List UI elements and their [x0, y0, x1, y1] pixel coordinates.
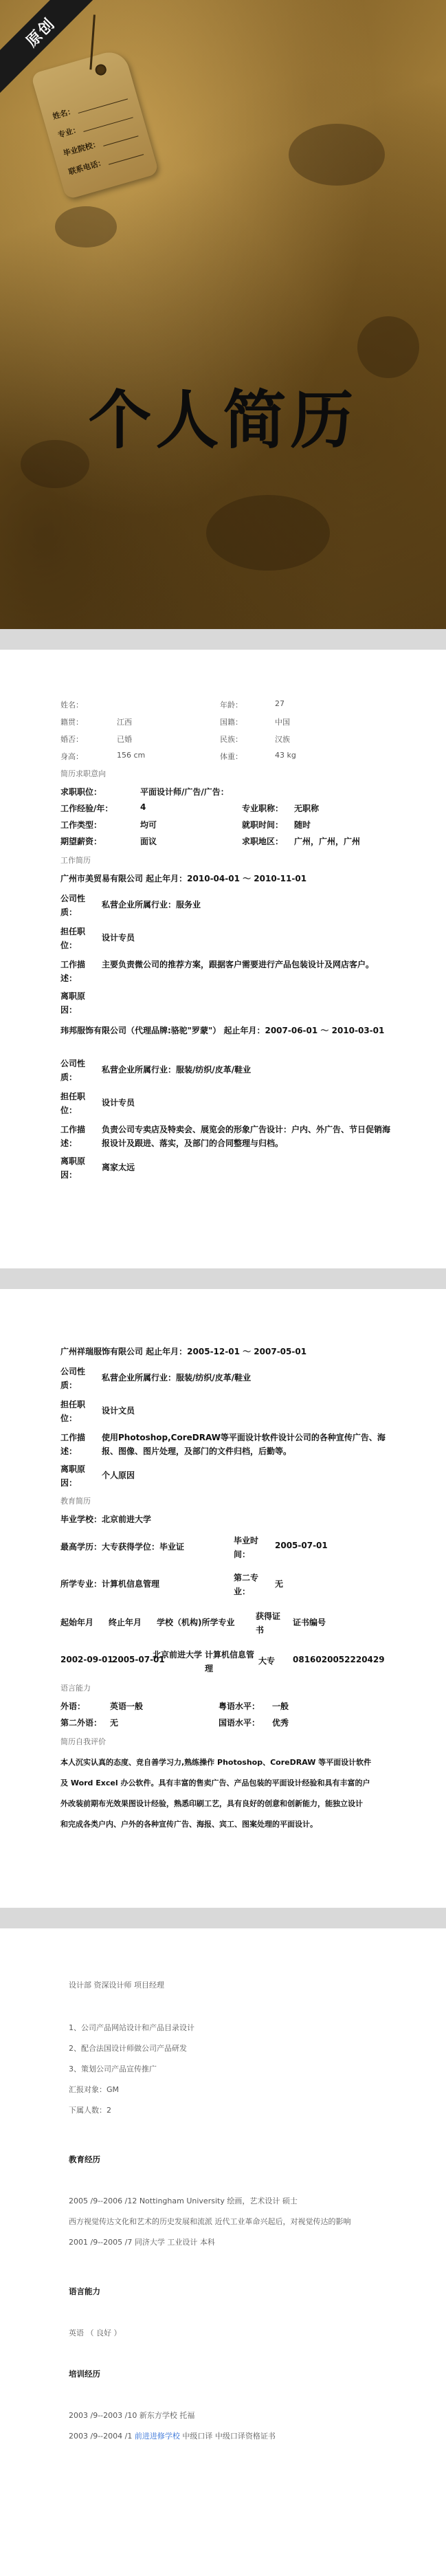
label-mandarin: 国语水平： — [219, 1718, 260, 1728]
value-ethnicity: 汉族 — [275, 735, 290, 744]
edu-table-end: 2005-07-01 — [112, 1655, 165, 1664]
edu-experience-1: 2005 /9--2006 /12 Nottingham University 绘画，艺术设计 硕士 — [69, 2197, 298, 2205]
job3-company: 广州祥瑞服饰有限公司 起止年月：2005-12-01 ～ 2007-05-01 — [60, 1347, 307, 1356]
edu-experience-header: 教育经历 — [69, 2155, 100, 2164]
self-line-1: 本人沉实认真的态度、竞自善学习力,熟练操作 Photoshop、CoreDRAW 等平面设计软件 — [60, 1758, 372, 1767]
edu-table-major: 计算机信息管理 — [205, 1650, 255, 1673]
job3-leave: 个人原因 — [102, 1471, 135, 1480]
edu-table-h-start: 起始年月 — [60, 1618, 94, 1627]
edu-second-label: 第二专业： — [234, 1573, 259, 1596]
value-second-language: 无 — [110, 1718, 119, 1728]
training-2-date: 2003 /9--2004 /1 — [69, 2432, 135, 2441]
value-experience: 4 — [140, 802, 146, 812]
value-title: 无职称 — [294, 804, 320, 813]
cover-title: 个人简历 — [88, 384, 358, 457]
label-region: 求职地区： — [242, 837, 284, 846]
self-line-3: 外改装前期布光效果图设计经验，熟悉印刷工艺，具有良好的创意和创新能力，能独立设计 — [60, 1799, 363, 1808]
training-2-school-link[interactable]: 前进进修学校 — [134, 2432, 180, 2441]
label-experience: 工作经验/年： — [60, 804, 113, 813]
job2-desc: 负责公司专卖店及特卖会、展览会的形象广告设计：户内、外广告、节日促销海报设计及跟进、落实，及部门的合同整理与归档。 — [102, 1125, 391, 1148]
section-self-header: 简历自我评价 — [60, 1737, 106, 1746]
value-mandarin: 优秀 — [272, 1718, 289, 1728]
edu-second: 无 — [275, 1579, 284, 1589]
job2-desc-label: 工作描述： — [60, 1125, 86, 1148]
original-ribbon: 原创 — [0, 0, 104, 96]
edu-experience-2: 2001 /9--2005 /7 同济大学 工业设计 本科 — [69, 2238, 215, 2247]
training-1: 2003 /9--2003 /10 新东方学校 托福 — [69, 2411, 195, 2420]
value-age: 27 — [275, 699, 285, 708]
label-ethnicity: 民族： — [220, 735, 243, 744]
tag-string — [89, 14, 96, 69]
label-salary: 期望薪资： — [60, 837, 102, 846]
duty-item-3: 3、策划公司产品宣传推广 — [69, 2065, 157, 2073]
lang-ability-header: 语言能力 — [69, 2287, 100, 2296]
edu-table-h-end: 终止年月 — [109, 1618, 142, 1627]
value-married: 已婚 — [117, 735, 132, 744]
section-work-header: 工作简历 — [60, 856, 91, 865]
training-2-detail: 中级口译 中级口译资格证书 — [179, 2432, 276, 2441]
label-cantonese: 粤语水平： — [219, 1702, 260, 1711]
job3-nature-label: 公司性质： — [60, 1367, 86, 1390]
label-second-language: 第二外语： — [60, 1718, 102, 1728]
job2-leave: 离家太远 — [102, 1163, 135, 1172]
job3-desc-label: 工作描述： — [60, 1433, 86, 1456]
job2-leave-label: 离职原因： — [60, 1156, 86, 1180]
edu-table-start: 2002-09-01 — [60, 1655, 113, 1664]
self-line-4: 和完成各类户内、户外的各种宣传广告、海报、宾工、图案处理的平面设计。 — [60, 1820, 317, 1829]
job1-position-label: 担任职位： — [60, 927, 86, 950]
label-foreign-language: 外语： — [60, 1702, 86, 1711]
job2-position: 设计专员 — [102, 1098, 135, 1108]
job1-leave-label: 离职原因： — [60, 991, 86, 1015]
value-region: 广州，广州，广州 — [294, 837, 361, 846]
label-job-type: 工作类型： — [60, 820, 102, 830]
job1-company: 广州市美贸易有限公司 起止年月：2010-04-01 ～ 2010-11-01 — [60, 874, 307, 883]
edu-table-cert: 大专 — [258, 1656, 276, 1666]
value-height: 156 cm — [117, 751, 146, 760]
job3-desc: 使用Photoshop,CoreDRAW等平面设计软件设计公司的各种宣传广告、海报、图像、图片处理，及部门的文件归档，后勤等。 — [102, 1433, 386, 1456]
value-nationality: 中国 — [275, 718, 290, 727]
label-title: 专业职称： — [242, 804, 284, 813]
tag-line-major: 专业： — [56, 104, 135, 144]
label-age: 年龄： — [220, 701, 243, 709]
tag-line-phone: 联系电话： — [66, 142, 145, 181]
lang-ability-english: 英语 （ 良好 ） — [69, 2329, 122, 2337]
report-to: 汇报对象：GM — [69, 2085, 120, 2094]
training-2 — [69, 2430, 276, 2443]
edu-table-certno: 0816020052220429 — [293, 1655, 385, 1664]
job2-company: 玮邦服饰有限公司（代理品牌:骆驼"罗蒙"） 起止年月：2007-06-01 ～ 2010-03-01 — [60, 1026, 385, 1035]
value-start-time: 随时 — [294, 820, 311, 830]
cover-page — [0, 0, 446, 629]
value-hometown: 江西 — [117, 718, 132, 727]
texture-spot — [55, 206, 117, 247]
edu-table-h-school: 学校（机构)所学专业 — [157, 1618, 235, 1627]
edu-major: 所学专业：计算机信息管理 — [60, 1579, 160, 1589]
label-name: 姓名： — [60, 701, 83, 709]
label-married: 婚否： — [60, 735, 83, 744]
job3-nature: 私营企业所属行业：服装/纺织/皮革/鞋业 — [102, 1373, 252, 1383]
job1-position: 设计专员 — [102, 933, 135, 943]
texture-spot — [289, 124, 385, 186]
edu-grad: 2005-07-01 — [275, 1541, 328, 1550]
duty-item-1: 1、公司产品网站设计和产品目录设计 — [69, 2023, 194, 2032]
value-position-sought: 平面设计师/广告/广告： — [140, 787, 229, 797]
job2-nature-label: 公司性质： — [60, 1059, 86, 1082]
page-gap — [0, 629, 446, 650]
tag-line-school: 毕业院校： — [60, 123, 140, 163]
resume-page-3 — [0, 1928, 446, 2576]
tag-line-name: 姓名： — [50, 86, 129, 126]
job1-nature-label: 公司性质： — [60, 894, 86, 917]
edu-degree: 最高学历：大专获得学位：毕业证 — [60, 1542, 185, 1552]
job1-desc-label: 工作描述： — [60, 960, 86, 983]
section-intent-header: 简历求职意向 — [60, 769, 106, 778]
job3-position-label: 担任职位： — [60, 1400, 86, 1423]
page-gap — [0, 1908, 446, 1928]
duty-item-2: 2、配合法国设计师做公司产品研发 — [69, 2044, 187, 2053]
label-nationality: 国籍： — [220, 718, 243, 727]
training-header: 培训经历 — [69, 2369, 100, 2379]
job3-position: 设计文员 — [102, 1406, 135, 1416]
value-cantonese: 一般 — [272, 1702, 289, 1711]
texture-spot — [357, 316, 419, 378]
edu-table-h-cert: 获得证书 — [256, 1611, 281, 1635]
role-line: 设计部 资深设计师 项目经理 — [69, 1981, 164, 1990]
edu-grad-label: 毕业时间： — [234, 1536, 259, 1559]
staff-count: 下属人数：2 — [69, 2106, 111, 2115]
section-education-header: 教育简历 — [60, 1497, 91, 1506]
job1-desc: 主要负责微公司的推荐方案，跟据客户需要进行产品包装设计及网店客户。 — [102, 960, 375, 969]
edu-table-school: 北京前进大学 — [153, 1650, 203, 1660]
resume-page-2 — [0, 1289, 446, 1908]
label-position-sought: 求职职位： — [60, 787, 102, 797]
edu-table-h-certno: 证书编号 — [293, 1618, 326, 1627]
value-job-type: 均可 — [140, 820, 157, 830]
resume-page-1 — [0, 650, 446, 1268]
value-foreign-language: 英语一般 — [110, 1702, 144, 1711]
job2-nature: 私营企业所属行业：服装/纺织/皮革/鞋业 — [102, 1065, 252, 1075]
label-start-time: 就职时间： — [242, 820, 284, 830]
edu-experience-1-desc: 西方视觉传达文化和艺术的历史发展和流派 近代工业革命兴起后，对视觉传达的影响 — [69, 2217, 351, 2226]
value-weight: 43 kg — [275, 751, 296, 760]
section-language-header: 语言能力 — [60, 1684, 91, 1693]
luggage-tag — [31, 47, 159, 199]
self-line-2: 及 Word Excel 办公软件。具有丰富的售卖广告、产品包装的平面设计经验和具有丰富的户 — [60, 1779, 370, 1787]
job2-position-label: 担任职位： — [60, 1092, 86, 1115]
label-weight: 体重： — [220, 752, 243, 761]
value-salary: 面议 — [140, 837, 157, 846]
page-gap — [0, 1268, 446, 1289]
edu-school: 毕业学校：北京前进大学 — [60, 1515, 152, 1524]
tag-hole — [94, 63, 108, 77]
job1-nature: 私营企业所属行业：服务业 — [102, 900, 201, 910]
label-hometown: 籍贯： — [60, 718, 83, 727]
label-height: 身高： — [60, 752, 83, 761]
job3-leave-label: 离职原因： — [60, 1464, 86, 1488]
texture-spot — [206, 495, 330, 571]
